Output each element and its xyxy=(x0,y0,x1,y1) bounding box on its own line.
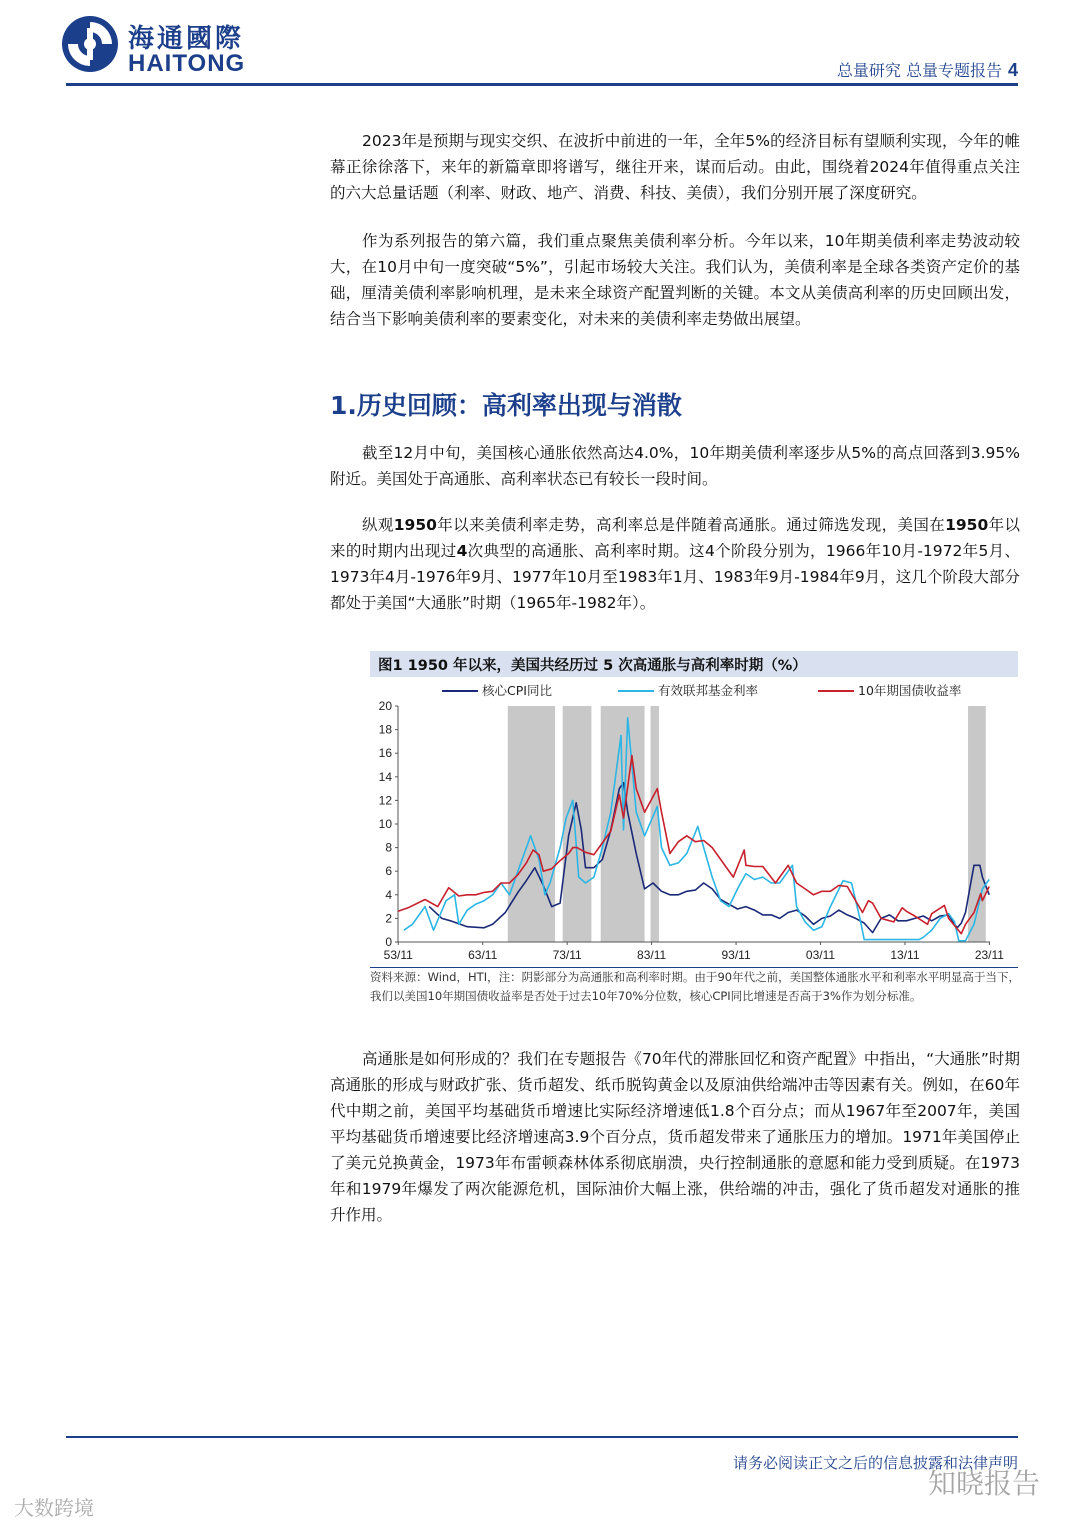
series-line-2 xyxy=(404,718,989,941)
shaded-period-2 xyxy=(563,706,592,942)
section-paragraph-2 xyxy=(330,512,1020,616)
y-tick-label: 2 xyxy=(385,911,392,926)
p4-text-g: 次典型的高通胀、高利率时期。这4个阶段分别为，1966年10月-1972年5月、1973年4月-1976年9月、1977年10月至1983年1月、1983年9月-1984年9月，这几个阶段大部分都处于美国“大通胀”时期（1965年-1982年）。 xyxy=(330,542,1020,612)
y-tick-label: 16 xyxy=(378,746,392,761)
x-tick-label: 23/11 xyxy=(974,948,1004,962)
haitong-logo xyxy=(60,14,260,76)
y-tick-label: 8 xyxy=(385,840,392,855)
logo-english-name: HAITONG xyxy=(128,50,246,77)
legend-label-2: 有效联邦基金利率 xyxy=(658,683,759,698)
p4-year-1: 1950 xyxy=(393,516,437,534)
header-section-label xyxy=(837,58,1018,81)
x-tick-label: 53/11 xyxy=(383,948,413,962)
header-report-type: 总量研究 总量专题报告 xyxy=(836,61,1002,80)
y-tick-label: 0 xyxy=(385,935,392,949)
figure-title: 图1 1950 年以来，美国共经历过 5 次高通胀与高利率时期（%） xyxy=(378,658,807,674)
shaded-period-1 xyxy=(508,706,555,942)
y-tick-label: 18 xyxy=(378,722,392,737)
x-tick-label: 83/11 xyxy=(637,948,667,962)
y-tick-label: 20 xyxy=(378,699,392,713)
p4-count: 4 xyxy=(456,542,468,560)
figure-source-note: 资料来源：Wind，HTI，注：阴影部分为高通胀和高利率时期。由于90年代之前，美国整体通胀水平和利率水平明显高于当下，我们以美国10年期国债收益率是否处于过去10年70%分位数，核心CPI同比增速是否高于3%作为划分标准。 xyxy=(370,970,1020,1003)
p4-text-a: 纵观 xyxy=(362,516,394,534)
y-tick-label: 14 xyxy=(378,769,392,784)
section-title: 历史回顾：高利率出现与消散 xyxy=(356,391,682,420)
section-heading xyxy=(330,386,682,422)
section-paragraph-3: 高通胀是如何形成的？我们在专题报告《70年代的滞胀回忆和资产配置》中指出，“大通胀”时期高通胀的形成与财政扩张、货币超发、纸币脱钩黄金以及原油供给端冲击等因素有关。例如，在60年代中期之前，美国平均基础货币增速比实际经济增速低1.8个百分点；而从1967年至2007年，美国平均基础货币增速要比经济增速高3.9个百分点，货币超发带来了通胀压力的增加。1971年美国停止了美元兑换黄金，1973年布雷顿森林体系彻底崩溃，央行控制通胀的意愿和能力受到质疑。在1973年和1979年爆发了两次能源危机，国际油价大幅上涨，供给端的冲击，强化了货币超发对通胀的推升作用。 xyxy=(330,1050,1020,1224)
footer-rule xyxy=(66,1436,1018,1438)
y-tick-label: 4 xyxy=(385,887,392,902)
legend-label-3: 10年期国债收益率 xyxy=(858,683,962,698)
x-tick-label: 73/11 xyxy=(552,948,582,962)
page-number: 4 xyxy=(1007,60,1018,80)
intro-paragraph-2: 作为系列报告的第六篇，我们重点聚焦美债利率分析。今年以来，10年期美债利率走势波动较大，在10月中旬一度突破“5%”，引起市场较大关注。我们认为，美债利率是全球各类资产定价的基础，厘清美债利率影响机理，是未来全球资产配置判断的关键。本文从美债高利率的历史回顾出发，结合当下影响美债利率的要素变化，对未来的美债利率走势做出展望。 xyxy=(330,232,1020,328)
p4-text-e: 年以来的时期内出现过 xyxy=(330,516,1020,560)
y-tick-label: 6 xyxy=(385,864,392,879)
x-tick-label: 13/11 xyxy=(890,948,920,962)
p4-text-c: 年以来美债利率走势，高利率总是伴随着高通胀。通过筛选发现，美国在 xyxy=(436,516,946,534)
haitong-logo-icon xyxy=(60,14,120,74)
watermark-zhixiao: 知晓报告 xyxy=(927,1467,1040,1500)
y-tick-label: 12 xyxy=(378,793,392,808)
x-tick-label: 93/11 xyxy=(721,948,751,962)
x-tick-label: 03/11 xyxy=(805,948,836,962)
series-line-3 xyxy=(398,756,989,934)
section-number: 1. xyxy=(330,391,357,420)
figure-1-line-chart xyxy=(370,680,1018,968)
section-paragraph-1: 截至12月中旬，美国核心通胀依然高达4.0%，10年期美债利率逐步从5%的高点回落到3.95%附近。美国处于高通胀、高利率状态已有较长一段时间。 xyxy=(330,444,1020,488)
shaded-period-4 xyxy=(651,706,659,942)
header-rule xyxy=(66,83,1018,86)
footer-disclaimer: 请务必阅读正文之后的信息披露和法律声明 xyxy=(732,1454,1018,1472)
p4-year-2: 1950 xyxy=(945,516,989,534)
logo-chinese-name: 海通國際 xyxy=(128,24,245,54)
x-tick-label: 63/11 xyxy=(468,948,498,962)
watermark-dashu: 大数跨境 xyxy=(14,1496,94,1520)
y-tick-label: 10 xyxy=(378,817,392,831)
legend-label-1: 核心CPI同比 xyxy=(482,683,552,698)
intro-paragraph-1: 2023年是预期与现实交织、在波折中前进的一年，全年5%的经济目标有望顺利实现，今年的帷幕正徐徐落下，来年的新篇章即将谱写，继往开来，谋而后动。由此，围绕着2024年值得重点关注的六大总量话题（利率、财政、地产、消费、科技、美债），我们分别开展了深度研究。 xyxy=(330,132,1020,202)
